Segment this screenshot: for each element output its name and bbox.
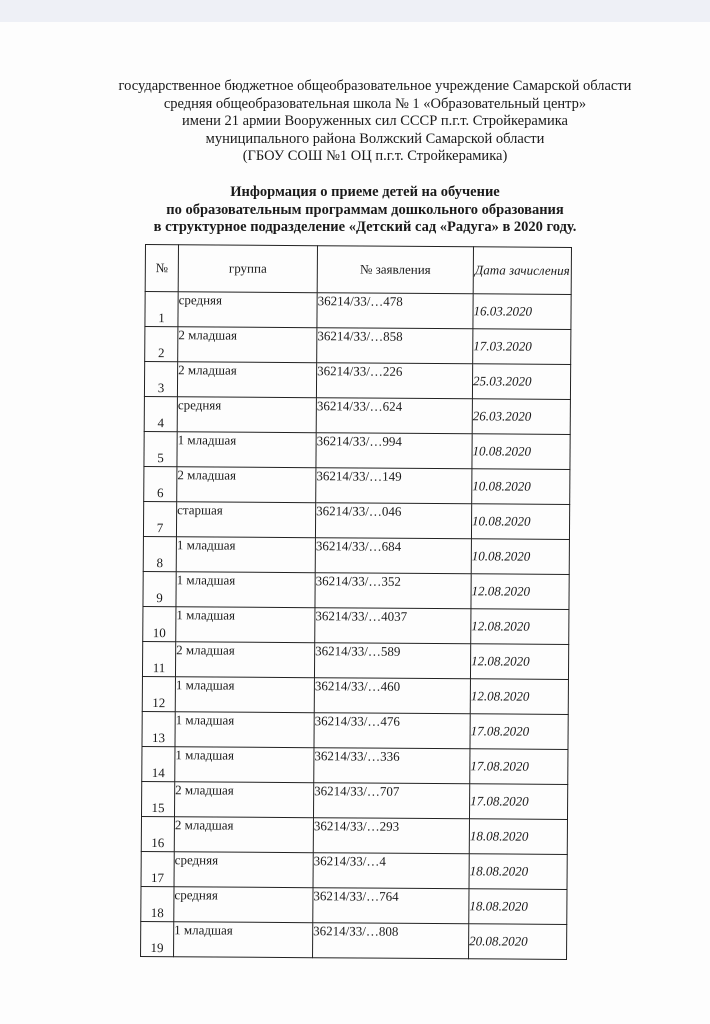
enrollment-date-cell: 17.08.2020 <box>470 749 568 785</box>
enrollment-date-cell: 25.03.2020 <box>472 364 570 400</box>
application-number-cell: 36214/З3/…684 <box>315 538 471 574</box>
group-cell: 1 младшая <box>177 432 316 468</box>
header-line: муниципального района Волжский Самарской области <box>205 130 545 147</box>
group-cell: 2 младшая <box>175 782 314 818</box>
enrollment-date-cell: 17.08.2020 <box>470 714 568 750</box>
document-title <box>20 184 710 237</box>
row-number-cell: 4 <box>144 396 177 431</box>
row-number-cell: 10 <box>143 606 176 641</box>
table-row <box>144 466 570 504</box>
enrollment-date-cell: 10.08.2020 <box>472 434 570 470</box>
enrollment-date-cell: 18.08.2020 <box>469 854 567 890</box>
header-line: государственное бюджетное общеобразовательное учреждение Самарской области <box>118 78 632 94</box>
group-cell: 1 младшая <box>176 607 315 643</box>
table-row <box>142 781 568 819</box>
table-header-row <box>145 245 571 295</box>
enrollment-date-cell: 16.03.2020 <box>473 294 571 330</box>
table-row <box>144 396 570 434</box>
enrollment-date-cell: 17.08.2020 <box>469 784 567 820</box>
table-row <box>143 501 569 539</box>
application-number-cell: 36214/З3/…336 <box>314 748 470 784</box>
enrollment-date-cell: 18.08.2020 <box>469 819 567 855</box>
group-cell: средняя <box>174 852 313 888</box>
row-number-cell: 17 <box>141 851 174 886</box>
row-number-cell: 13 <box>142 711 175 746</box>
column-header-group: группа <box>178 245 317 293</box>
group-cell: средняя <box>177 397 316 433</box>
enrollment-date-cell: 17.03.2020 <box>473 329 571 365</box>
group-cell: старшая <box>176 502 315 538</box>
group-cell: средняя <box>178 292 317 328</box>
column-header-number: № <box>145 245 178 292</box>
enrollment-date-cell: 12.08.2020 <box>471 609 569 645</box>
table-row <box>142 711 568 749</box>
row-number-cell: 11 <box>142 641 175 676</box>
enrollment-date-cell: 10.08.2020 <box>472 469 570 505</box>
group-cell: 1 младшая <box>175 677 314 713</box>
table-row <box>144 431 570 469</box>
row-number-cell: 14 <box>142 746 175 781</box>
enrollment-date-cell: 10.08.2020 <box>471 539 569 575</box>
application-number-cell: 36214/З3/…460 <box>314 678 470 714</box>
group-cell: 2 младшая <box>174 817 313 853</box>
row-number-cell: 12 <box>142 676 175 711</box>
enrollment-date-cell: 26.03.2020 <box>472 399 570 435</box>
row-number-cell: 18 <box>141 886 174 921</box>
group-cell: средняя <box>174 887 313 923</box>
application-number-cell: 36214/З3/…293 <box>313 818 469 854</box>
enrollment-date-cell: 12.08.2020 <box>471 574 569 610</box>
application-number-cell: 36214/З3/…226 <box>316 363 472 399</box>
group-cell: 2 младшая <box>177 467 316 503</box>
table-row <box>143 536 569 574</box>
row-number-cell: 8 <box>143 536 176 571</box>
row-number-cell: 15 <box>142 781 175 816</box>
application-number-cell: 36214/З3/…808 <box>313 923 469 959</box>
title-line: в структурное подразделение «Детский сад «Радуга» в 2020 году. <box>153 219 577 235</box>
header-line: имени 21 армии Вооруженных сил СССР п.г.т. Стройкерамика <box>182 113 568 129</box>
enrollment-date-cell: 20.08.2020 <box>469 924 567 960</box>
application-number-cell: 36214/З3/…478 <box>317 293 473 329</box>
table-row <box>144 362 570 400</box>
application-number-cell: 36214/З3/…4037 <box>315 608 471 644</box>
group-cell: 1 младшая <box>176 572 315 608</box>
row-number-cell: 19 <box>141 921 174 956</box>
enrollment-date-cell: 10.08.2020 <box>471 504 569 540</box>
application-number-cell: 36214/З3/…589 <box>314 643 470 679</box>
row-number-cell: 9 <box>143 571 176 606</box>
application-number-cell: 36214/З3/…764 <box>313 888 469 924</box>
row-number-cell: 2 <box>145 327 178 362</box>
table-row <box>143 606 569 644</box>
group-cell: 2 младшая <box>178 327 317 363</box>
scan-top-band <box>0 0 710 22</box>
enrollment-date-cell: 18.08.2020 <box>469 889 567 925</box>
table-row <box>142 641 568 679</box>
application-number-cell: 36214/З3/…149 <box>316 468 472 504</box>
column-header-enrollment-date: Дата зачисления <box>473 247 571 295</box>
application-number-cell: 36214/З3/…624 <box>316 398 472 434</box>
table-row <box>141 921 567 959</box>
application-number-cell: 36214/З3/…858 <box>317 328 473 364</box>
header-line: (ГБОУ СОШ №1 ОЦ п.г.т. Стройкерамика) <box>242 148 508 164</box>
application-number-cell: 36214/З3/…4 <box>313 853 469 889</box>
table-row <box>143 571 569 609</box>
row-number-cell: 7 <box>143 501 176 536</box>
application-number-cell: 36214/З3/…046 <box>315 503 471 539</box>
group-cell: 1 младшая <box>175 747 314 783</box>
row-number-cell: 16 <box>141 816 174 851</box>
column-header-application: № заявления <box>317 246 473 294</box>
group-cell: 1 младшая <box>174 922 313 958</box>
row-number-cell: 5 <box>144 431 177 466</box>
table-row <box>141 886 567 924</box>
table-row <box>145 292 571 330</box>
row-number-cell: 3 <box>144 362 177 397</box>
table-row <box>141 851 567 889</box>
group-cell: 2 младшая <box>177 362 316 398</box>
title-line: по образовательным программам дошкольного образования <box>166 201 564 218</box>
table-row <box>145 327 571 365</box>
admissions-table <box>140 244 572 960</box>
institution-header <box>40 78 710 166</box>
table-row <box>142 746 568 784</box>
group-cell: 1 младшая <box>175 712 314 748</box>
title-line: Информация о приеме детей на обучение <box>230 184 500 200</box>
application-number-cell: 36214/З3/…994 <box>316 433 472 469</box>
table-body <box>141 292 572 960</box>
enrollment-date-cell: 12.08.2020 <box>470 644 568 680</box>
table-row <box>142 676 568 714</box>
group-cell: 1 младшая <box>176 537 315 573</box>
group-cell: 2 младшая <box>175 642 314 678</box>
row-number-cell: 1 <box>145 292 178 327</box>
header-line: средняя общеобразовательная школа № 1 «Образовательный центр» <box>163 95 587 112</box>
application-number-cell: 36214/З3/…476 <box>314 713 470 749</box>
application-number-cell: 36214/З3/…707 <box>313 783 469 819</box>
application-number-cell: 36214/З3/…352 <box>315 573 471 609</box>
enrollment-date-cell: 12.08.2020 <box>470 679 568 715</box>
table-row <box>141 816 567 854</box>
row-number-cell: 6 <box>144 466 177 501</box>
